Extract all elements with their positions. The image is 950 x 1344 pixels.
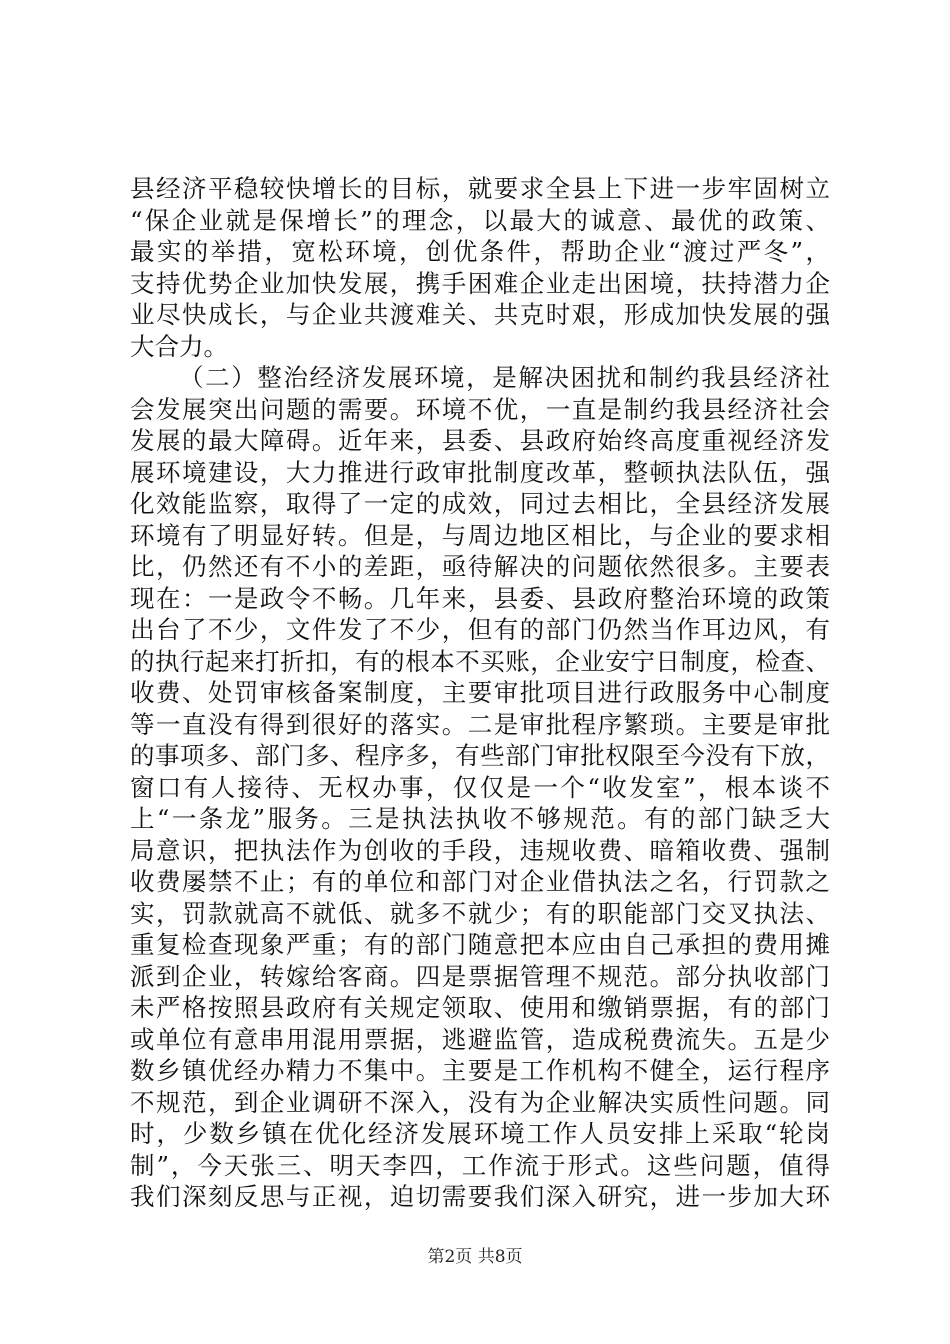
text-line: 上“一条龙”服务。三是执法执收不够规范。有的部门缺乏大 xyxy=(130,804,830,833)
text-line: 的事项多、部门多、程序多，有些部门审批权限至今没有下放， xyxy=(130,741,830,770)
text-line: 比，仍然还有不小的差距，亟待解决的问题依然很多。主要表 xyxy=(130,552,830,581)
text-line: 环境有了明显好转。但是，与周边地区相比，与企业的要求相 xyxy=(130,520,830,550)
text-line: 会发展突出问题的需要。环境不优，一直是制约我县经济社会 xyxy=(130,394,830,424)
text-line: （二）整治经济发展环境，是解决困扰和制约我县经济社 xyxy=(179,363,830,392)
text-line: 收费屡禁不止；有的单位和部门对企业借执法之名，行罚款之 xyxy=(130,867,830,896)
document-body xyxy=(130,173,830,1213)
text-line: 派到企业，转嫁给客商。四是票据管理不规范。部分执收部门 xyxy=(130,961,830,991)
text-line: 时，少数乡镇在优化经济发展环境工作人员安排上采取“轮岗 xyxy=(130,1119,830,1148)
text-line: 化效能监察，取得了一定的成效，同过去相比，全县经济发展 xyxy=(130,489,830,518)
text-line: 现在：一是政令不畅。几年来，县委、县政府整治环境的政策 xyxy=(130,583,830,613)
text-line: 我们深刻反思与正视，迫切需要我们深入研究，进一步加大环 xyxy=(130,1182,830,1211)
text-line: 制”，今天张三、明天李四，工作流于形式。这些问题，值得 xyxy=(130,1150,830,1180)
text-line: 收费、处罚审核备案制度，主要审批项目进行政服务中心制度 xyxy=(130,678,830,707)
text-line: 支持优势企业加快发展，携手困难企业走出困境，扶持潜力企 xyxy=(130,268,830,298)
page-number-footer: 第2页 共8页 xyxy=(427,1247,523,1267)
text-line: 县经济平稳较快增长的目标，就要求全县上下进一步牢固树立 xyxy=(130,174,830,203)
text-line: 出台了不少，文件发了不少，但有的部门仍然当作耳边风，有 xyxy=(130,615,830,644)
text-line: 未严格按照县政府有关规定领取、使用和缴销票据，有的部门 xyxy=(130,993,830,1022)
text-line: 实，罚款就高不就低、就多不就少；有的职能部门交叉执法、 xyxy=(130,898,830,928)
text-line: 等一直没有得到很好的落实。二是审批程序繁琐。主要是审批 xyxy=(130,709,830,739)
text-line: 大合力。 xyxy=(130,331,228,361)
text-line: 或单位有意串用混用票据，逃避监管，造成税费流失。五是少 xyxy=(130,1024,830,1054)
text-line: 局意识，把执法作为创收的手段，违规收费、暗箱收费、强制 xyxy=(130,835,830,865)
paragraph xyxy=(130,173,830,362)
text-line: “保企业就是保增长”的理念，以最大的诚意、最优的政策、 xyxy=(130,205,830,235)
text-line: 不规范，到企业调研不深入，没有为企业解决实质性问题。同 xyxy=(130,1087,830,1117)
text-line: 重复检查现象严重；有的部门随意把本应由自己承担的费用摊 xyxy=(130,930,830,959)
text-line: 窗口有人接待、无权办事，仅仅是一个“收发室”，根本谈不 xyxy=(130,772,830,802)
text-line: 的执行起来打折扣，有的根本不买账，企业安宁日制度，检查、 xyxy=(130,646,830,676)
paragraph xyxy=(130,362,830,1213)
text-line: 业尽快成长，与企业共渡难关、共克时艰，形成加快发展的强 xyxy=(130,300,830,329)
text-line: 展环境建设，大力推进行政审批制度改革，整顿执法队伍，强 xyxy=(130,457,830,487)
text-line: 最实的举措，宽松环境，创优条件，帮助企业“渡过严冬”， xyxy=(130,237,830,266)
text-line: 发展的最大障碍。近年来，县委、县政府始终高度重视经济发 xyxy=(130,426,830,455)
text-line: 数乡镇优经办精力不集中。主要是工作机构不健全，运行程序 xyxy=(130,1056,830,1085)
